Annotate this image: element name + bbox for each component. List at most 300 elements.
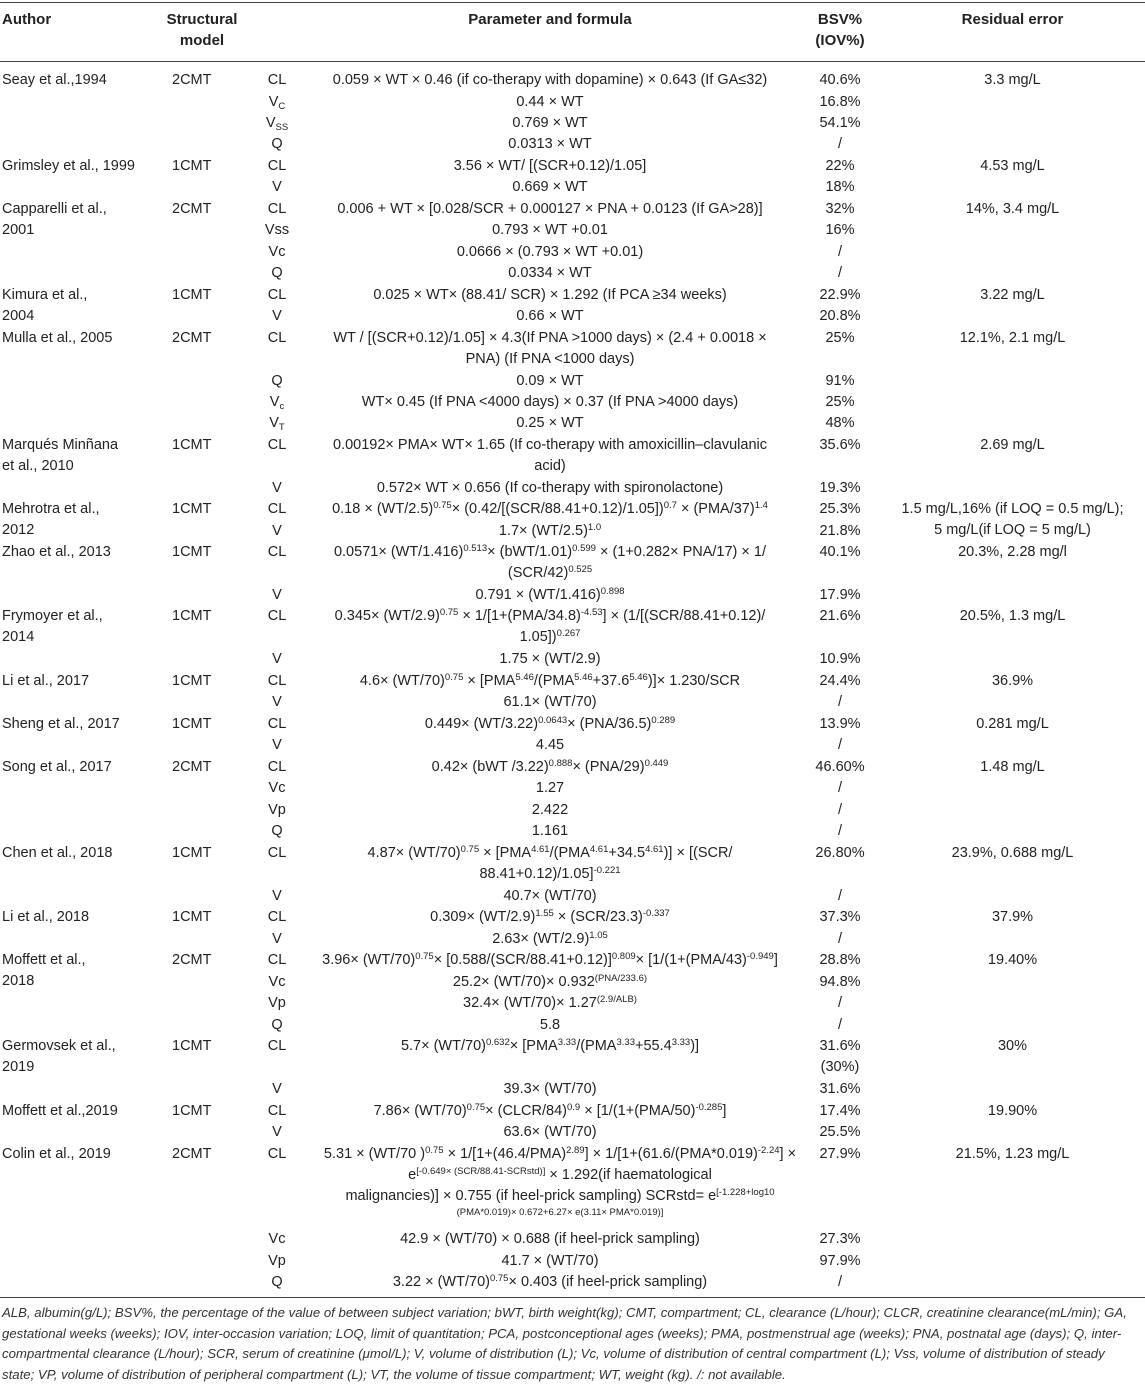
formula-cell: 3.56 × WT/ [(SCR+0.12)/1.05]	[453, 158, 647, 174]
formula-part: ]	[722, 1103, 727, 1119]
residual-cell: 3.3 mg/L	[984, 72, 1041, 88]
bsv-cell: 25%	[825, 394, 855, 410]
residual-line: 5 mg/L(if LOQ = 5 mg/L)	[934, 522, 1091, 538]
parameter-main: V	[269, 415, 279, 431]
author-cell: Zhao et al., 2013	[2, 544, 111, 560]
formula-exponent: 5.46	[574, 672, 593, 683]
residual-cell: 19.90%	[987, 1103, 1038, 1119]
author-line: 2012	[2, 522, 35, 538]
parameter-cell: Vc	[268, 780, 286, 796]
formula-part: × [1/(1+(PMA/50)	[580, 1103, 696, 1119]
residual-cell: 3.22 mg/L	[980, 287, 1045, 303]
formula-part: × 0.403 (if heel-prick sampling)	[508, 1274, 708, 1290]
formula-exponent: 0.0643	[538, 715, 568, 726]
formula-cell: 40.7× (WT/70)	[503, 888, 597, 904]
formula-cell: 0.66 × WT	[516, 308, 584, 324]
formula-exponent: 2.89	[566, 1145, 585, 1156]
formula-cell: 0.0334 × WT	[508, 265, 592, 281]
author-cell: Mulla et al., 2005	[2, 330, 113, 346]
formula-part: × (1+0.282× PNA/17) × 1/	[595, 544, 767, 560]
bsv-cell: 46.60%	[815, 759, 865, 775]
bsv-cell: 40.6%	[819, 72, 861, 88]
author-cell	[2, 285, 152, 327]
formula-exponent: 3.33	[616, 1037, 635, 1048]
formula-cell	[300, 993, 800, 1014]
author-cell: Moffett et al.,2019	[2, 1103, 118, 1119]
parameter-cell: V	[272, 888, 282, 904]
formula-line: acid)	[534, 458, 566, 474]
formula-cell: 0.669 × WT	[512, 179, 588, 195]
formula-part: × [PMA	[463, 673, 516, 689]
model-cell: 2CMT	[172, 201, 212, 217]
formula-part: )]× 1.230/SCR	[647, 673, 741, 689]
formula-exponent: [-1.228+log10	[716, 1187, 775, 1198]
parameter-cell: CL	[267, 72, 287, 88]
iov-line: (30%)	[820, 1059, 860, 1075]
author-cell	[2, 606, 152, 648]
residual-cell: 37.9%	[991, 909, 1034, 925]
author-cell: Li et al., 2017	[2, 673, 90, 689]
bsv-cell: 25.3%	[819, 501, 861, 517]
author-cell: Song et al., 2017	[2, 759, 112, 775]
parameter-cell: CL	[267, 1038, 287, 1054]
parameter-subscript: T	[278, 422, 285, 433]
residual-cell	[880, 499, 1145, 541]
bsv-cell: 17.4%	[819, 1103, 861, 1119]
formula-part: 1.7× (WT/2.5)	[498, 523, 588, 539]
formula-exponent: 4.61	[645, 844, 664, 855]
residual-cell: 19.40%	[987, 952, 1038, 968]
formula-cell: 0.09 × WT	[516, 373, 584, 389]
formula-cell: 0.0313 × WT	[508, 136, 592, 152]
parameter-cell: CL	[267, 501, 287, 517]
formula-cell	[300, 435, 800, 477]
model-cell: 2CMT	[172, 1146, 212, 1162]
residual-cell: 36.9%	[991, 673, 1034, 689]
formula-exponent: 0.449	[644, 758, 669, 769]
bsv-cell: 18%	[825, 179, 855, 195]
formula-part: × 1/[1+(PMA/34.8)	[458, 608, 581, 624]
formula-cell: 61.1× (WT/70)	[503, 694, 597, 710]
model-cell: 1CMT	[172, 673, 212, 689]
model-cell: 1CMT	[172, 544, 212, 560]
bsv-cell: 40.1%	[819, 544, 861, 560]
residual-cell: 30%	[997, 1038, 1028, 1054]
bsv-cell: /	[837, 888, 843, 904]
formula-exponent: 1.0	[587, 522, 602, 533]
formula-cell: 63.6× (WT/70)	[503, 1124, 597, 1140]
author-line: Kimura et al.,	[2, 287, 88, 303]
formula-cell	[300, 521, 800, 542]
formula-exponent: 5.46	[629, 672, 648, 683]
author-line: 2019	[2, 1059, 35, 1075]
table-footnote: ALB, albumin(g/L); BSV%, the percentage of the value of between subject variation; bWT, birth weight(kg); CMT, compartment; CL, clearance (L/hour); CLCR, creatinine clearance(mL/min); GA, gestational weeks (weeks); IOV, inter-occasion variation; LOQ, limit of quantitation; PCA, postconceptional ages (weeks); PMA, postmenstrual age (weeks); PNA, postnatal age (days); Q, inter-compartmental clearance (L/hour); SCR, serum of creatinine (μmol/L); V, volume of distribution (L); Vc, volume of distribution of central compartment (L); Vss, volume of distribution of steady state; VP, volume of distribution of peripheral compartment (L); VT, the volume of tissue compartment; WT, weight (kg). /: not available.	[2, 1305, 1127, 1382]
parameter-main: V	[269, 394, 280, 410]
header-model-line1: Structural	[166, 11, 238, 28]
formula-exponent: 0.599	[572, 543, 596, 554]
residual-cell: 20.5%, 1.3 mg/L	[959, 608, 1066, 624]
formula-part: × 1.292(if haematological	[545, 1167, 712, 1183]
bsv-cell: /	[837, 1274, 843, 1290]
formula-exponent: 4.61	[531, 844, 550, 855]
formula-part: ] × 1/[1+(61.6/(PMA*0.019)	[584, 1146, 758, 1162]
author-cell	[2, 499, 152, 541]
author-line: 2004	[2, 308, 35, 324]
formula-part: 2.63× (WT/2.9)	[492, 931, 590, 947]
bsv-cell: 97.9%	[819, 1253, 861, 1269]
residual-cell: 12.1%, 2.1 mg/L	[959, 330, 1066, 346]
formula-line: PNA) (If PNA <1000 days)	[465, 351, 635, 367]
parameter-cell: Vc	[268, 1231, 286, 1247]
bsv-cell: 16.8%	[819, 94, 861, 110]
bsv-cell: /	[837, 737, 843, 753]
parameter-cell: Q	[271, 1274, 283, 1290]
residual-cell: 4.53 mg/L	[980, 158, 1045, 174]
formula-part: × (bWT/1.01)	[487, 544, 573, 560]
formula-part: 0.345× (WT/2.9)	[334, 608, 440, 624]
formula-part: × (PNA/29)	[572, 759, 645, 775]
model-cell: 1CMT	[172, 845, 212, 861]
formula-part: 0.18 × (WT/2.5)	[332, 501, 434, 517]
bsv-cell	[805, 1036, 875, 1078]
header-residual-error: Residual error	[961, 11, 1064, 28]
formula-cell	[300, 499, 800, 520]
formula-part: 0.791 × (WT/1.416)	[475, 587, 601, 603]
formula-cell: 0.44 × WT	[516, 94, 584, 110]
bsv-cell: /	[837, 823, 843, 839]
parameter-cell: Q	[271, 136, 283, 152]
formula-cell	[300, 907, 800, 928]
formula-cell: 41.7 × (WT/70)	[501, 1253, 599, 1269]
formula-part: 4.6× (WT/70)	[359, 673, 445, 689]
formula-part: 3.96× (WT/70)	[322, 952, 416, 968]
model-cell: 2CMT	[172, 330, 212, 346]
formula-exponent: -0.221	[593, 865, 621, 876]
formula-part: /(PMA	[576, 1038, 617, 1054]
formula-part: × [PMA	[479, 845, 532, 861]
formula-cell: 0.793 × WT +0.01	[492, 222, 608, 238]
author-cell: Li et al., 2018	[2, 909, 90, 925]
parameter-cell: CL	[267, 158, 287, 174]
formula-exponent: 1.05	[589, 930, 608, 941]
formula-part: × (0.42/[(SCR/88.41+0.12)/1.05])	[451, 501, 664, 517]
author-line: 2018	[2, 973, 35, 989]
bsv-cell: /	[837, 1017, 843, 1033]
formula-exponent: 0.75	[433, 500, 452, 511]
formula-cell	[300, 328, 800, 370]
header-structural-model	[156, 9, 248, 51]
formula-cell	[300, 585, 800, 606]
model-cell: 2CMT	[172, 72, 212, 88]
bsv-cell: 35.6%	[819, 437, 861, 453]
formula-cell: 2.422	[531, 802, 569, 818]
formula-exponent: 1.4	[754, 500, 768, 511]
formula-exponent: [-0.649× (SCR/88.41-SCRstd)]	[416, 1166, 546, 1177]
residual-cell: 20.3%, 2.28 mg/l	[958, 544, 1067, 560]
author-line: Moffett et al.,	[2, 952, 86, 968]
formula-cell	[300, 671, 800, 692]
formula-exponent: 0.9	[566, 1102, 581, 1113]
formula-part: )] × [(SCR/	[663, 845, 733, 861]
parameter-cell: V	[272, 179, 282, 195]
parameter-cell	[254, 392, 300, 413]
formula-exponent: -0.949	[746, 951, 774, 962]
formula-cell	[300, 1272, 800, 1293]
formula-exponent: 0.289	[651, 715, 676, 726]
bsv-cell: 48%	[825, 415, 855, 431]
header-model-line2: model	[179, 32, 225, 49]
model-cell: 2CMT	[172, 952, 212, 968]
formula-exponent: 3.33	[557, 1037, 577, 1048]
formula-part: × [1/(1+(PMA/43)	[635, 952, 747, 968]
residual-cell: 14%, 3.4 mg/L	[965, 201, 1060, 217]
formula-exponent: -0.337	[642, 908, 670, 919]
author-cell	[2, 1036, 152, 1078]
parameter-cell: Vc	[268, 244, 286, 260]
author-cell	[2, 950, 152, 992]
residual-cell: 1.48 mg/L	[980, 759, 1045, 775]
formula-part: )]	[690, 1038, 700, 1054]
formula-part: (SCR/42)	[507, 565, 569, 581]
bsv-cell: 31.6%	[819, 1081, 861, 1097]
model-cell: 1CMT	[172, 501, 212, 517]
formula-part: × (PNA/36.5)	[567, 716, 652, 732]
author-cell: Colin et al., 2019	[2, 1146, 111, 1162]
bsv-cell: 19.3%	[819, 480, 861, 496]
model-cell: 1CMT	[172, 1103, 212, 1119]
formula-cell: WT× 0.45 (If PNA <4000 days) × 0.37 (If PNA >4000 days)	[361, 394, 739, 410]
residual-cell: 2.69 mg/L	[980, 437, 1045, 453]
header-bsv-line1: BSV%	[817, 11, 863, 28]
formula-part: +55.4	[634, 1038, 672, 1054]
bsv-cell: 54.1%	[819, 115, 861, 131]
formula-part: × (CLCR/84)	[485, 1103, 567, 1119]
formula-exponent: 0.75	[489, 1273, 509, 1284]
parameter-cell: Q	[271, 265, 283, 281]
parameter-cell: V	[272, 931, 282, 947]
formula-exponent: 0.7	[663, 500, 677, 511]
formula-part: 25.2× (WT/70)× 0.932	[452, 974, 595, 990]
parameter-cell: CL	[267, 716, 287, 732]
bsv-cell: 26.80%	[815, 845, 865, 861]
parameter-cell: V	[272, 587, 282, 603]
parameter-cell: CL	[267, 909, 287, 925]
formula-part: 5.7× (WT/70)	[400, 1038, 486, 1054]
author-line: Mehrotra et al.,	[2, 501, 100, 517]
bsv-cell: 27.3%	[819, 1231, 861, 1247]
parameter-cell: CL	[267, 1146, 287, 1162]
parameter-cell: Q	[271, 1017, 283, 1033]
model-cell: 1CMT	[172, 909, 212, 925]
parameter-cell: CL	[267, 437, 287, 453]
formula-exponent: -2.24	[757, 1145, 780, 1156]
parameter-cell: V	[272, 737, 282, 753]
bsv-cell: 37.3%	[819, 909, 861, 925]
parameter-main: V	[265, 115, 276, 131]
parameter-cell	[254, 113, 300, 134]
bsv-cell: /	[837, 931, 843, 947]
formula-cell: 42.9 × (WT/70) × 0.688 (if heel-prick sampling)	[400, 1231, 700, 1247]
formula-cell: 0.0666 × (0.793 × WT +0.01)	[456, 244, 644, 260]
parameter-subscript: c	[279, 401, 285, 412]
residual-cell: 23.9%, 0.688 mg/L	[951, 845, 1074, 861]
formula-cell: 0.769 × WT	[512, 115, 588, 131]
model-cell: 1CMT	[172, 1038, 212, 1054]
formula-part: +37.6	[592, 673, 630, 689]
parameter-cell	[254, 413, 300, 434]
parameter-cell: Vp	[268, 995, 286, 1011]
bsv-cell: 32%	[825, 201, 855, 217]
formula-exponent: (2.9/ALB)	[596, 994, 637, 1005]
parameter-cell: Q	[271, 823, 283, 839]
formula-exponent: 1.55	[535, 908, 554, 919]
formula-cell: 0.025 × WT× (88.41/ SCR) × 1.292 (If PCA ≥34 weeks)	[373, 287, 727, 303]
formula-part: × 1/[1+(46.4/PMA)	[443, 1146, 567, 1162]
parameter-cell: V	[272, 651, 282, 667]
formula-cell: 1.27	[535, 780, 565, 796]
formula-cell	[300, 606, 800, 648]
header-bsv-line2: (IOV%)	[815, 32, 865, 49]
formula-exponent: 0.898	[600, 586, 625, 597]
author-line: Marqués Minñana	[2, 437, 119, 453]
formula-part: × [0.588/(SCR/88.41+0.12)]	[433, 952, 612, 968]
formula-part: 3.22 × (WT/70)	[392, 1274, 490, 1290]
bsv-cell: 21.8%	[819, 523, 861, 539]
bsv-line: 31.6%	[819, 1038, 861, 1054]
formula-cell	[300, 1036, 800, 1057]
parameter-cell: Vc	[268, 974, 286, 990]
formula-cell	[300, 929, 800, 950]
bsv-cell: /	[837, 136, 843, 152]
formula-exponent: (PNA/233.6)	[594, 973, 648, 984]
author-line: 2001	[2, 222, 35, 238]
bsv-cell: 28.8%	[819, 952, 861, 968]
author-line: Capparelli et al.,	[2, 201, 107, 217]
formula-cell	[300, 542, 800, 584]
formula-cell: 0.006 + WT × [0.028/SCR + 0.000127 × PNA + 0.0123 (If GA>28)]	[337, 201, 763, 217]
parameter-subscript: C	[278, 101, 286, 112]
bsv-cell: 16%	[825, 222, 855, 238]
formula-part: 0.449× (WT/3.22)	[424, 716, 539, 732]
formula-exponent: 0.75	[466, 1102, 486, 1113]
formula-line: 0.00192× PMA× WT× 1.65 (If co-therapy with amoxicillin–clavulanic	[333, 437, 767, 453]
top-rule	[0, 2, 1145, 3]
residual-cell: 21.5%, 1.23 mg/L	[955, 1146, 1070, 1162]
bsv-cell: /	[837, 265, 843, 281]
parameter-cell: CL	[267, 608, 287, 624]
parameter-cell: V	[272, 308, 282, 324]
author-cell: Grimsley et al., 1999	[2, 158, 135, 174]
formula-exponent: 3.33	[671, 1037, 691, 1048]
bsv-cell: 27.9%	[819, 1146, 861, 1162]
author-cell: Sheng et al., 2017	[2, 716, 120, 732]
model-cell: 1CMT	[172, 716, 212, 732]
bsv-cell: 17.9%	[819, 587, 861, 603]
formula-part: ]	[773, 952, 778, 968]
bsv-cell: 22.9%	[819, 287, 861, 303]
bsv-cell: /	[837, 244, 843, 260]
bsv-cell: /	[837, 780, 843, 796]
formula-exponent: -0.285	[695, 1102, 723, 1113]
parameter-cell: CL	[267, 287, 287, 303]
formula-cell	[300, 1101, 800, 1122]
formula-exponent: 0.75	[439, 607, 459, 618]
formula-exponent: 0.632	[485, 1037, 510, 1048]
formula-part: 4.87× (WT/70)	[367, 845, 461, 861]
formula-cell	[300, 714, 800, 735]
model-cell: 1CMT	[172, 158, 212, 174]
formula-cell	[300, 972, 800, 993]
bsv-cell: 24.4%	[819, 673, 861, 689]
formula-cell: 4.45	[535, 737, 565, 753]
parameter-main: V	[268, 94, 279, 110]
model-cell: 2CMT	[172, 759, 212, 775]
formula-part: +34.5	[608, 845, 646, 861]
formula-part: 5.31 × (WT/70 )	[323, 1146, 426, 1162]
author-line: Frymoyer et al.,	[2, 608, 103, 624]
bottom-rule	[0, 1297, 1145, 1298]
bsv-cell: 25.5%	[819, 1124, 861, 1140]
bsv-cell: 25%	[825, 330, 855, 346]
formula-part: ] × (1/[(SCR/88.41+0.12)/	[602, 608, 766, 624]
author-line: 2014	[2, 629, 35, 645]
parameter-cell: CL	[267, 845, 287, 861]
parameter-cell	[254, 92, 300, 113]
formula-exponent: 5.46	[515, 672, 534, 683]
formula-cell: 0.25 × WT	[516, 415, 584, 431]
bsv-cell: 91%	[825, 373, 855, 389]
parameter-cell: CL	[267, 544, 287, 560]
formula-part: /(PMA	[533, 673, 575, 689]
residual-cell: 0.281 mg/L	[976, 716, 1049, 732]
formula-part: × (SCR/23.3)	[553, 909, 643, 925]
formula-exponent: 0.888	[548, 758, 573, 769]
formula-part: 0.0571× (WT/1.416)	[333, 544, 464, 560]
bsv-cell: 10.9%	[819, 651, 861, 667]
author-cell: Seay et al.,1994	[2, 72, 107, 88]
formula-part: 88.41+0.12)/1.05]	[479, 866, 594, 882]
formula-cell: 1.161	[531, 823, 569, 839]
formula-cell: 0.059 × WT × 0.46 (if co-therapy with dopamine) × 0.643 (If GA≤32)	[332, 72, 768, 88]
formula-exponent: 0.75	[425, 1145, 444, 1156]
formula-part: × [PMA	[509, 1038, 558, 1054]
parameter-cell: V	[272, 1081, 282, 1097]
formula-cell: 39.3× (WT/70)	[503, 1081, 597, 1097]
formula-part: ] ×	[779, 1146, 797, 1162]
model-cell: 1CMT	[172, 608, 212, 624]
parameter-cell: Vss	[264, 222, 290, 238]
formula-cell	[300, 757, 800, 778]
formula-part: 1.05])	[519, 629, 557, 645]
header-author: Author	[2, 11, 52, 28]
formula-part: e	[408, 1167, 417, 1183]
formula-exponent: -4.53	[580, 607, 603, 618]
formula-part: 0.42× (bWT /3.22)	[431, 759, 549, 775]
bsv-cell: 21.6%	[819, 608, 861, 624]
parameter-cell: V	[272, 480, 282, 496]
author-cell: Chen et al., 2018	[2, 845, 113, 861]
formula-exponent: 0.75	[444, 672, 464, 683]
model-cell: 1CMT	[172, 287, 212, 303]
formula-part: 32.4× (WT/70)× 1.27	[463, 995, 597, 1011]
bsv-cell: /	[837, 694, 843, 710]
parameter-cell: CL	[267, 330, 287, 346]
author-cell	[2, 435, 152, 477]
parameter-cell: CL	[267, 201, 287, 217]
formula-cell	[305, 1144, 815, 1228]
formula-cell: 5.8	[539, 1017, 561, 1033]
parameter-cell: Q	[271, 373, 283, 389]
